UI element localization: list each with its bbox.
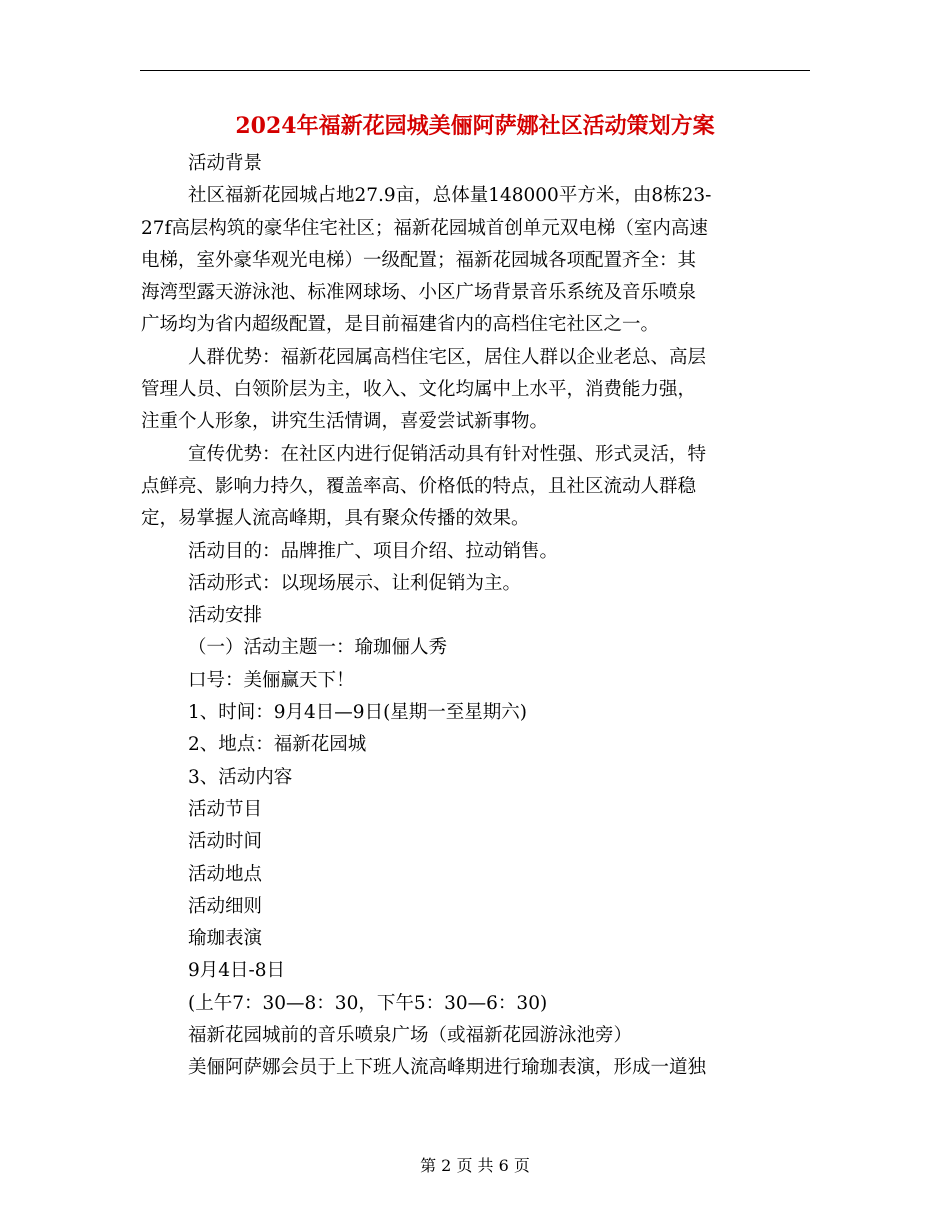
text-line: 社区福新花园城占地27.9亩，总体量148000平方米，由8栋23- bbox=[188, 185, 712, 207]
text-line: (上午7：30—8：30，下午5：30—6：30) bbox=[188, 992, 548, 1014]
text-line: 定，易掌握人流高峰期，具有聚众传播的效果。 bbox=[141, 508, 530, 530]
text-line: 管理人员、白领阶层为主，收入、文化均属中上水平，消费能力强， bbox=[141, 379, 697, 401]
text-line: 电梯，室外豪华观光电梯）一级配置；福新花园城各项配置齐全：其 bbox=[141, 249, 697, 271]
text-line: 瑜珈表演 bbox=[188, 928, 263, 950]
text-line: 活动形式：以现场展示、让利促销为主。 bbox=[188, 572, 522, 594]
text-line: 美俪阿萨娜会员于上下班人流高峰期进行瑜珈表演，形成一道独 bbox=[188, 1057, 707, 1079]
text-line: 宣传优势：在社区内进行促销活动具有针对性强、形式灵活，特 bbox=[188, 443, 707, 465]
text-line: 点鲜亮、影响力持久，覆盖率高、价格低的特点，且社区流动人群稳 bbox=[141, 475, 697, 497]
text-line: 注重个人形象，讲究生活情调，喜爱尝试新事物。 bbox=[141, 411, 549, 433]
text-line: 活动安排 bbox=[188, 605, 263, 627]
page-number: 第 2 页 共 6 页 bbox=[420, 1156, 530, 1175]
text-line: 海湾型露天游泳池、标准网球场、小区广场背景音乐系统及音乐喷泉 bbox=[141, 282, 697, 304]
text-line: 27f高层构筑的豪华住宅社区；福新花园城首创单元双电梯（室内高速 bbox=[141, 217, 708, 239]
text-line: 活动地点 bbox=[188, 863, 263, 885]
text-line: 活动细则 bbox=[188, 895, 263, 917]
document-body bbox=[141, 148, 809, 1085]
text-line: 活动时间 bbox=[188, 831, 263, 853]
text-line: 人群优势：福新花园属高档住宅区，居住人群以企业老总、高层 bbox=[188, 346, 707, 368]
text-line: 口号：美俪赢天下！ bbox=[188, 669, 355, 691]
text-line: 3、活动内容 bbox=[188, 766, 293, 788]
text-line: 活动目的：品牌推广、项目介绍、拉动销售。 bbox=[188, 540, 559, 562]
document-title: 2024年福新花园城美俪阿萨娜社区活动策划方案 bbox=[235, 113, 715, 139]
header-rule bbox=[140, 70, 810, 71]
text-line: 福新花园城前的音乐喷泉广场（或福新花园游泳池旁） bbox=[188, 1025, 633, 1047]
text-line: 1、时间：9月4日—9日(星期一至星期六) bbox=[188, 702, 528, 724]
text-line: 2、地点：福新花园城 bbox=[188, 734, 367, 756]
text-line: 活动背景 bbox=[188, 153, 263, 174]
text-line: 广场均为省内超级配置，是目前福建省内的高档住宅社区之一。 bbox=[141, 314, 660, 336]
text-line: 活动节目 bbox=[188, 798, 263, 820]
text-line: 9月4日-8日 bbox=[188, 960, 286, 982]
text-line: （一）活动主题一：瑜珈俪人秀 bbox=[188, 637, 448, 659]
